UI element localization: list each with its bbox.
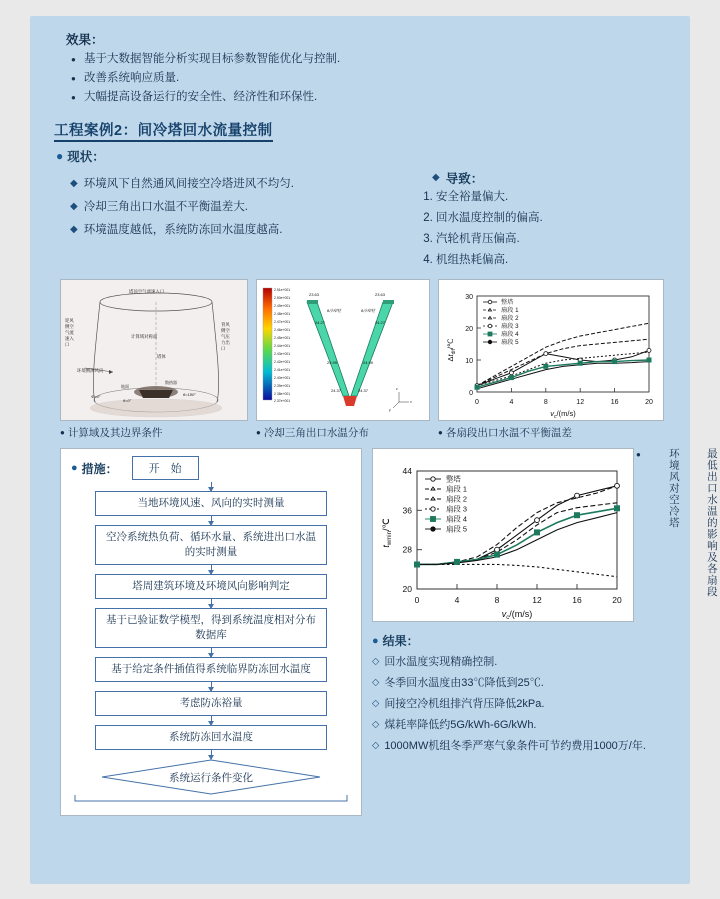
svg-text:2.38e+001: 2.38e+001 [274,392,291,396]
page-title-text: 工程案例2：间冷塔回水流量控制 [54,123,273,142]
svg-text:扇段 5: 扇段 5 [501,339,519,346]
chart2-row [372,448,718,622]
diamond-icon: ◆ [70,224,78,235]
svg-text:30: 30 [465,294,473,301]
list-item-label: 间接空冷机组排汽背压降低2kPa. [384,698,545,710]
svg-text:力出: 力出 [221,340,230,345]
diamond-outline-icon: ◇ [372,719,380,730]
figure-domain-caption [60,425,248,440]
list-item: 4. 机组热耗偏高. [436,250,668,271]
slide-content [44,24,718,816]
caption-text: 各扇段出口水温不平衡温差 [445,427,572,439]
status-heading-row [56,147,674,165]
svg-text:4: 4 [509,399,514,406]
list-item: ● 基于大数据智能分析实现目标参数智能优化与控制. [84,50,670,69]
cause-list [418,187,668,271]
svg-text:迎风: 迎风 [65,318,74,323]
flow-step: 考虑防冻裕量 [95,691,327,716]
svg-text:20: 20 [645,399,653,406]
list-item [372,717,676,733]
figure-triangle [256,279,430,440]
svg-text:8: 8 [543,399,548,406]
lower-section [60,448,718,816]
svg-text:2.42e+001: 2.42e+001 [274,360,291,364]
svg-text:20: 20 [465,326,473,333]
figure-row [60,279,674,440]
flow-step: 基于给定条件插值得系统临界防冻回水温度 [95,657,327,682]
effects-heading: 效果： [66,33,104,47]
list-item-label: 回水温度实现精确控制. [384,656,498,668]
measures-flowchart [60,448,362,816]
effects-block [44,24,674,109]
svg-text:2.45e+001: 2.45e+001 [274,336,291,340]
list-item [70,176,418,192]
svg-text:塔体: 塔体 [157,354,166,359]
svg-text:2.37e+001: 2.37e+001 [274,399,291,403]
svg-text:口: 口 [221,346,226,351]
svg-text:气流: 气流 [65,330,74,335]
svg-text:2.46e+001: 2.46e+001 [274,328,291,332]
list-item: ● 大幅提高设备运行的安全性、经济性和环保性. [84,88,670,107]
flow-decision-label: 系统运行条件变化 [169,771,253,784]
svg-text:Φ=0°: Φ=0° [91,394,101,399]
flow-arrow [211,750,212,759]
diamond-icon: ◆ [70,201,78,212]
flow-feedback-line [61,795,361,807]
bullet-icon: ● [636,450,641,459]
flow-step: 空冷系统热负荷、循环水量、系统进出口水温的实时测量 [95,525,327,565]
svg-text:扇段 1: 扇段 1 [446,484,467,494]
svg-text:20: 20 [402,584,412,594]
measures-heading: 措施： [81,461,118,476]
figure-chart1 [438,279,664,440]
diamond-outline-icon: ◇ [372,698,380,709]
svg-text:扇段 5: 扇段 5 [446,524,467,534]
figure-triangle-image [256,279,430,421]
list-item [372,654,676,670]
caption-text: 计算域及其边界条件 [67,427,163,439]
effects-list [66,50,670,107]
figure-chart1-caption [438,425,664,440]
flow-step: 塔周建筑环境及环境风向影响判定 [95,574,327,599]
results-block [372,632,676,754]
list-item-label: 环境温度越低，系统防冻回水温度越高. [83,224,283,236]
figure-domain-image [60,279,248,421]
svg-text:2.43e+001: 2.43e+001 [274,352,291,356]
list-item: 2. 回水温度控制的偏高. [436,208,668,229]
svg-text:23.63: 23.63 [309,292,320,297]
bullet-icon: ● [71,462,78,474]
flow-arrow [211,599,212,608]
svg-text:环境侧测风向: 环境侧测风向 [77,368,104,373]
flow-start-node: 开 始 [132,456,199,480]
page-title [54,119,674,140]
svg-text:24.37: 24.37 [331,388,342,393]
bullet-icon: ● [60,428,65,437]
svg-text:24.99: 24.99 [363,360,374,365]
list-item-label: 冬季回水温度由33℃降低到25℃. [384,677,544,689]
flow-arrow [211,482,212,491]
list-item [372,696,676,712]
flow-arrow [211,565,212,574]
svg-text:8: 8 [494,595,500,605]
chart-note-prefix: 环境风对空冷塔 [667,448,680,529]
svg-text:口: 口 [65,342,70,347]
svg-text:气压: 气压 [221,334,230,339]
svg-text:vc/(m/s): $v_c/(m/s)$ [501,609,533,621]
flow-arrow [211,716,212,725]
svg-text:x: x [410,400,412,404]
svg-text:2.39e+001: 2.39e+001 [274,384,291,388]
svg-text:整塔: 整塔 [501,299,514,306]
list-item [372,675,676,691]
svg-text:扇段 3: 扇段 3 [501,323,519,330]
svg-text:整塔: 整塔 [446,474,461,484]
svg-text:z: z [396,387,398,391]
svg-text:地面: 地面 [121,384,129,389]
chart-note: 最低出口水温的影响及各扇段 [705,448,718,598]
slide-page [30,16,718,884]
svg-text:24.27: 24.27 [315,320,326,325]
figure-domain [60,279,248,440]
list-item [372,738,676,754]
results-heading: 结果： [382,634,419,648]
flow-arrow [211,516,212,525]
svg-text:θ=180°: θ=180° [183,392,196,397]
svg-text:2.47e+001: 2.47e+001 [274,320,291,324]
figure-triangle-caption [256,425,430,440]
svg-text:twmin/℃: $t_{wmin}/℃$ [381,518,393,548]
svg-text:12: 12 [576,399,585,406]
list-item-label: 煤耗率降低约5G/kWh-6G/kWh. [384,719,537,731]
results-heading-row [372,632,676,649]
status-facts [44,169,674,271]
bullet-icon: ● [372,634,379,647]
flow-step: 当地环境风速、风向的实时测量 [95,491,327,516]
diamond-icon: ◆ [432,172,440,183]
svg-text:24.27: 24.27 [375,320,386,325]
flow-step: 系统防冻回水温度 [95,725,327,750]
svg-text:24.99: 24.99 [327,360,338,365]
diamond-outline-icon: ◇ [372,656,380,667]
measures-heading-row [61,449,361,482]
caption-text: 冷却三角出口水温分布 [263,427,369,439]
svg-text:2.51e+001: 2.51e+001 [274,288,291,292]
svg-text:扇段 4: 扇段 4 [446,514,467,524]
svg-text:背风: 背风 [221,322,230,327]
svg-text:10: 10 [465,358,473,365]
svg-text:侧空: 侧空 [221,328,230,333]
svg-text:扇段 2: 扇段 2 [446,494,467,504]
svg-text:2.48e+001: 2.48e+001 [274,312,291,316]
svg-text:44: 44 [402,466,412,476]
chart-min-outlet-temp [372,448,634,622]
svg-text:16: 16 [610,399,619,406]
list-item: 3. 汽轮机背压偏高. [436,229,668,250]
cause-block [418,169,668,271]
svg-text:侧空: 侧空 [65,324,74,329]
bullet-icon: ● [438,428,443,437]
svg-text:28: 28 [402,544,412,555]
list-item-label: 冷却三角出口水温不平衡温差大. [83,201,248,213]
svg-text:2.50e+001: 2.50e+001 [274,296,291,300]
svg-text:塔顶空气流速入口: 塔顶空气流速入口 [129,289,165,294]
svg-text:16: 16 [572,595,582,605]
svg-text:vc/(m/s): $v_c/(m/s)$ [550,409,576,420]
status-heading: 现状： [67,150,105,164]
list-item [70,199,418,215]
svg-text:y: y [389,408,391,412]
svg-text:扇段 2: 扇段 2 [501,315,519,322]
svg-text:速入: 速入 [65,336,74,341]
svg-text:扇段 3: 扇段 3 [446,504,467,514]
svg-text:2.49e+001: 2.49e+001 [274,304,291,308]
right-column [372,448,718,816]
svg-text:0: 0 [475,399,479,406]
svg-text:24.37: 24.37 [358,388,369,393]
svg-text:20: 20 [612,595,622,605]
svg-text:4: 4 [454,595,460,605]
diamond-outline-icon: ◇ [372,677,380,688]
status-list [44,169,418,271]
flow-arrow [211,682,212,691]
svg-text:计算域对称面: 计算域对称面 [131,334,158,339]
svg-text:2.44e+001: 2.44e+001 [274,344,291,348]
list-item: 1. 安全裕量偏大. [436,187,668,208]
diamond-outline-icon: ◇ [372,740,380,751]
svg-text:0: 0 [469,390,473,397]
svg-text:23.63: 23.63 [375,292,386,297]
list-item-label: 1000MW机组冬季严寒气象条件可节约费用1000万/年. [384,740,646,752]
svg-text:θ=0°: θ=0° [123,398,132,403]
svg-text:散热器: 散热器 [165,380,177,385]
svg-text:36: 36 [402,505,412,516]
list-item: ● 改善系统响应质量. [84,69,670,88]
svg-text:扇段 1: 扇段 1 [501,307,519,314]
flow-decision [101,759,321,795]
svg-text:扇段 4: 扇段 4 [501,331,519,338]
bullet-icon: ● [56,149,64,163]
svg-text:12: 12 [532,595,542,605]
svg-text:0: 0 [414,595,420,605]
diamond-icon: ◆ [70,178,78,189]
bullet-icon: ● [256,428,261,437]
flow-arrow [211,648,212,657]
svg-text:Δtdif/℃: $\Delta t_{dif}/℃$ [446,338,457,362]
list-item-label: 环境风下自然通风间接空冷塔进风不均匀. [83,178,294,190]
list-item [70,222,418,238]
svg-text:θ冷却柱: θ冷却柱 [361,308,376,313]
chart-unbalance-temp [438,279,664,421]
flow-step: 基于已验证数学模型，得到系统温度相对分布数据库 [95,608,327,648]
svg-text:θ冷却柱: θ冷却柱 [327,308,342,313]
cause-heading: 导致： [445,172,484,186]
svg-text:2.40e+001: 2.40e+001 [274,376,291,380]
svg-text:2.41e+001: 2.41e+001 [274,368,291,372]
